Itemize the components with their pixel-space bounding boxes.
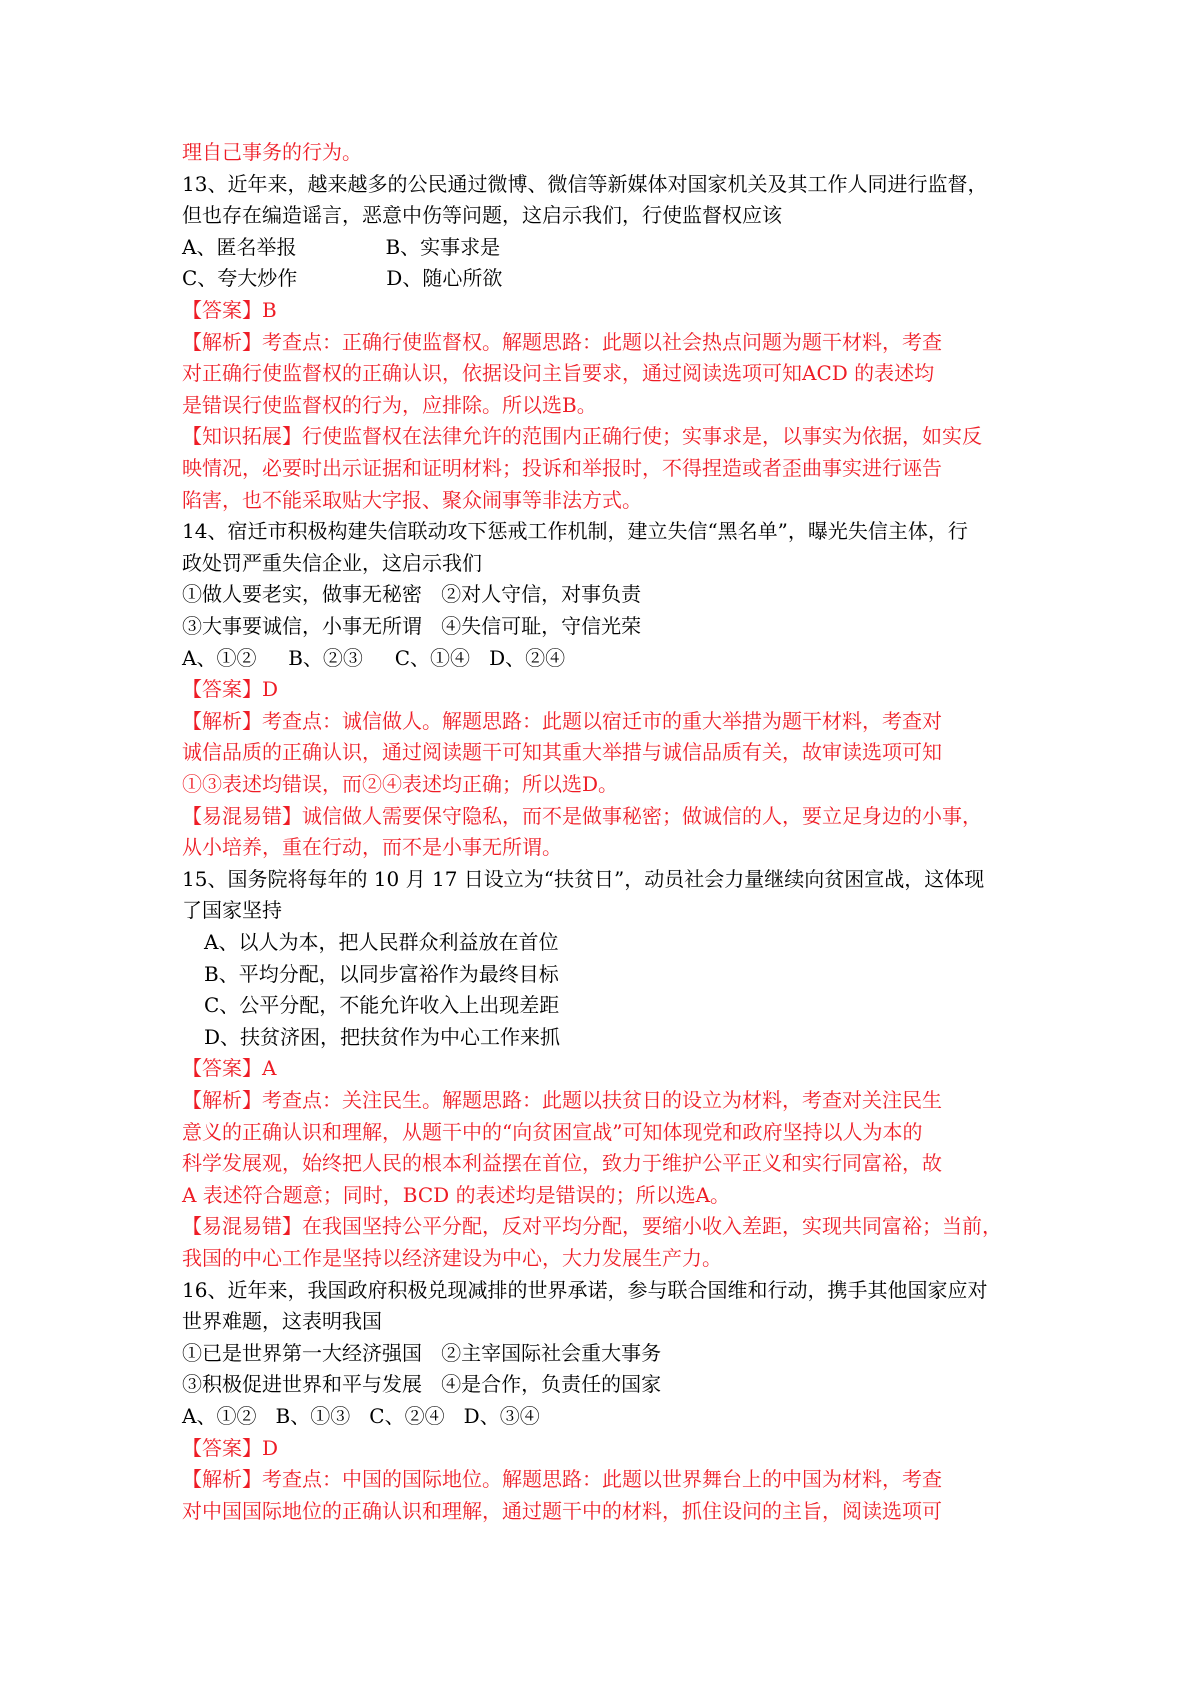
question-line: ①已是世界第一大经济强国 ②主宰国际社会重大事务 xyxy=(182,1340,662,1365)
analysis-line: 理自己事务的行为。 xyxy=(182,140,362,164)
analysis-line: 【解析】考查点：关注民生。解题思路：此题以扶贫日的设立为材料，考查对关注民生 xyxy=(182,1088,942,1112)
question-line: B、平均分配，以同步富裕作为最终目标 xyxy=(204,961,559,986)
analysis-line: 【答案】A xyxy=(182,1056,277,1081)
question-line: C、夸大炒作 D、随心所欲 xyxy=(182,266,503,291)
question-line: 14、宿迁市积极构建失信联动攻下惩戒工作机制，建立失信“黑名单”，曝光失信主体，行 xyxy=(182,519,968,544)
question-line: 世界难题，这表明我国 xyxy=(182,1309,382,1334)
question-line: 政处罚严重失信企业，这启示我们 xyxy=(182,550,482,575)
question-line: 了国家坚持 xyxy=(182,898,282,923)
analysis-line: 【知识拓展】行使监督权在法律允许的范围内正确行使；实事求是，以事实为依据，如实反 xyxy=(182,424,982,449)
analysis-line: 【答案】B xyxy=(182,298,277,322)
analysis-line: 映情况，必要时出示证据和证明材料；投诉和举报时，不得捏造或者歪曲事实进行诬告 xyxy=(182,456,942,480)
analysis-line: 【解析】考查点：正确行使监督权。解题思路：此题以社会热点问题为题干材料，考查 xyxy=(182,329,942,354)
analysis-line: 【解析】考查点：中国的国际地位。解题思路：此题以世界舞台上的中国为材料，考查 xyxy=(182,1467,942,1492)
analysis-line: A 表述符合题意；同时，BCD 的表述均是错误的；所以选A。 xyxy=(182,1182,731,1207)
question-line: 16、近年来，我国政府积极兑现减排的世界承诺，参与联合国维和行动，携手其他国家应对 xyxy=(182,1277,988,1302)
question-line: ①做人要老实，做事无秘密 ②对人守信，对事负责 xyxy=(182,582,642,607)
question-line: ③大事要诚信，小事无所谓 ④失信可耻，守信光荣 xyxy=(182,614,642,638)
analysis-line: 对中国国际地位的正确认识和理解，通过题干中的材料，抓住设问的主旨，阅读选项可 xyxy=(182,1498,942,1523)
analysis-line: 【易混易错】诚信做人需要保守隐私，而不是做事秘密；做诚信的人，要立足身边的小事， xyxy=(182,803,982,828)
question-line: ③积极促进世界和平与发展 ④是合作，负责任的国家 xyxy=(182,1372,662,1397)
analysis-line: 【解析】考查点：诚信做人。解题思路：此题以宿迁市的重大举措为题干材料，考查对 xyxy=(182,708,942,733)
analysis-line: 意义的正确认识和理解，从题干中的“向贫困宣战”可知体现党和政府坚持以人为本的 xyxy=(182,1119,923,1144)
question-line: 13、近年来，越来越多的公民通过微博、微信等新媒体对国家机关及其工作人同进行监督， xyxy=(182,171,988,196)
analysis-line: 我国的中心工作是坚持以经济建设为中心，大力发展生产力。 xyxy=(182,1246,722,1270)
analysis-line: 【答案】D xyxy=(182,677,279,702)
question-line: A、以人为本，把人民群众利益放在首位 xyxy=(204,930,559,954)
question-line: C、公平分配，不能允许收入上出现差距 xyxy=(204,993,560,1018)
question-line: D、扶贫济困，把扶贫作为中心工作来抓 xyxy=(204,1024,561,1049)
analysis-line: ①③表述均错误，而②④表述均正确；所以选D。 xyxy=(182,772,619,796)
question-line: A、①② B、①③ C、②④ D、③④ xyxy=(182,1404,540,1428)
analysis-line: 科学发展观，始终把人民的根本利益摆在首位，致力于维护公平正义和实行同富裕，故 xyxy=(182,1151,942,1176)
analysis-line: 从小培养，重在行动，而不是小事无所谓。 xyxy=(182,835,562,860)
analysis-line: 对正确行使监督权的正确认识，依据设问主旨要求，通过阅读选项可知ACD 的表述均 xyxy=(182,361,935,386)
question-line: A、①② B、②③ C、①④ D、②④ xyxy=(182,645,566,670)
analysis-line: 是错误行使监督权的行为，应排除。所以选B。 xyxy=(182,392,597,417)
analysis-line: 诚信品质的正确认识，通过阅读题干可知其重大举措与诚信品质有关，故审读选项可知 xyxy=(182,740,942,765)
question-line: 15、国务院将每年的 10 月 17 日设立为“扶贫日”，动员社会力量继续向贫困宣战，这体现 xyxy=(182,866,985,891)
analysis-line: 【答案】D xyxy=(182,1435,279,1460)
analysis-line: 【易混易错】在我国坚持公平分配，反对平均分配，要缩小收入差距，实现共同富裕；当前， xyxy=(182,1214,1002,1239)
analysis-line: 陷害，也不能采取贴大字报、聚众闹事等非法方式。 xyxy=(182,487,642,512)
question-line: 但也存在编造谣言，恶意中伤等问题，这启示我们，行使监督权应该 xyxy=(182,203,782,228)
question-line: A、匿名举报 B、实事求是 xyxy=(182,234,501,259)
